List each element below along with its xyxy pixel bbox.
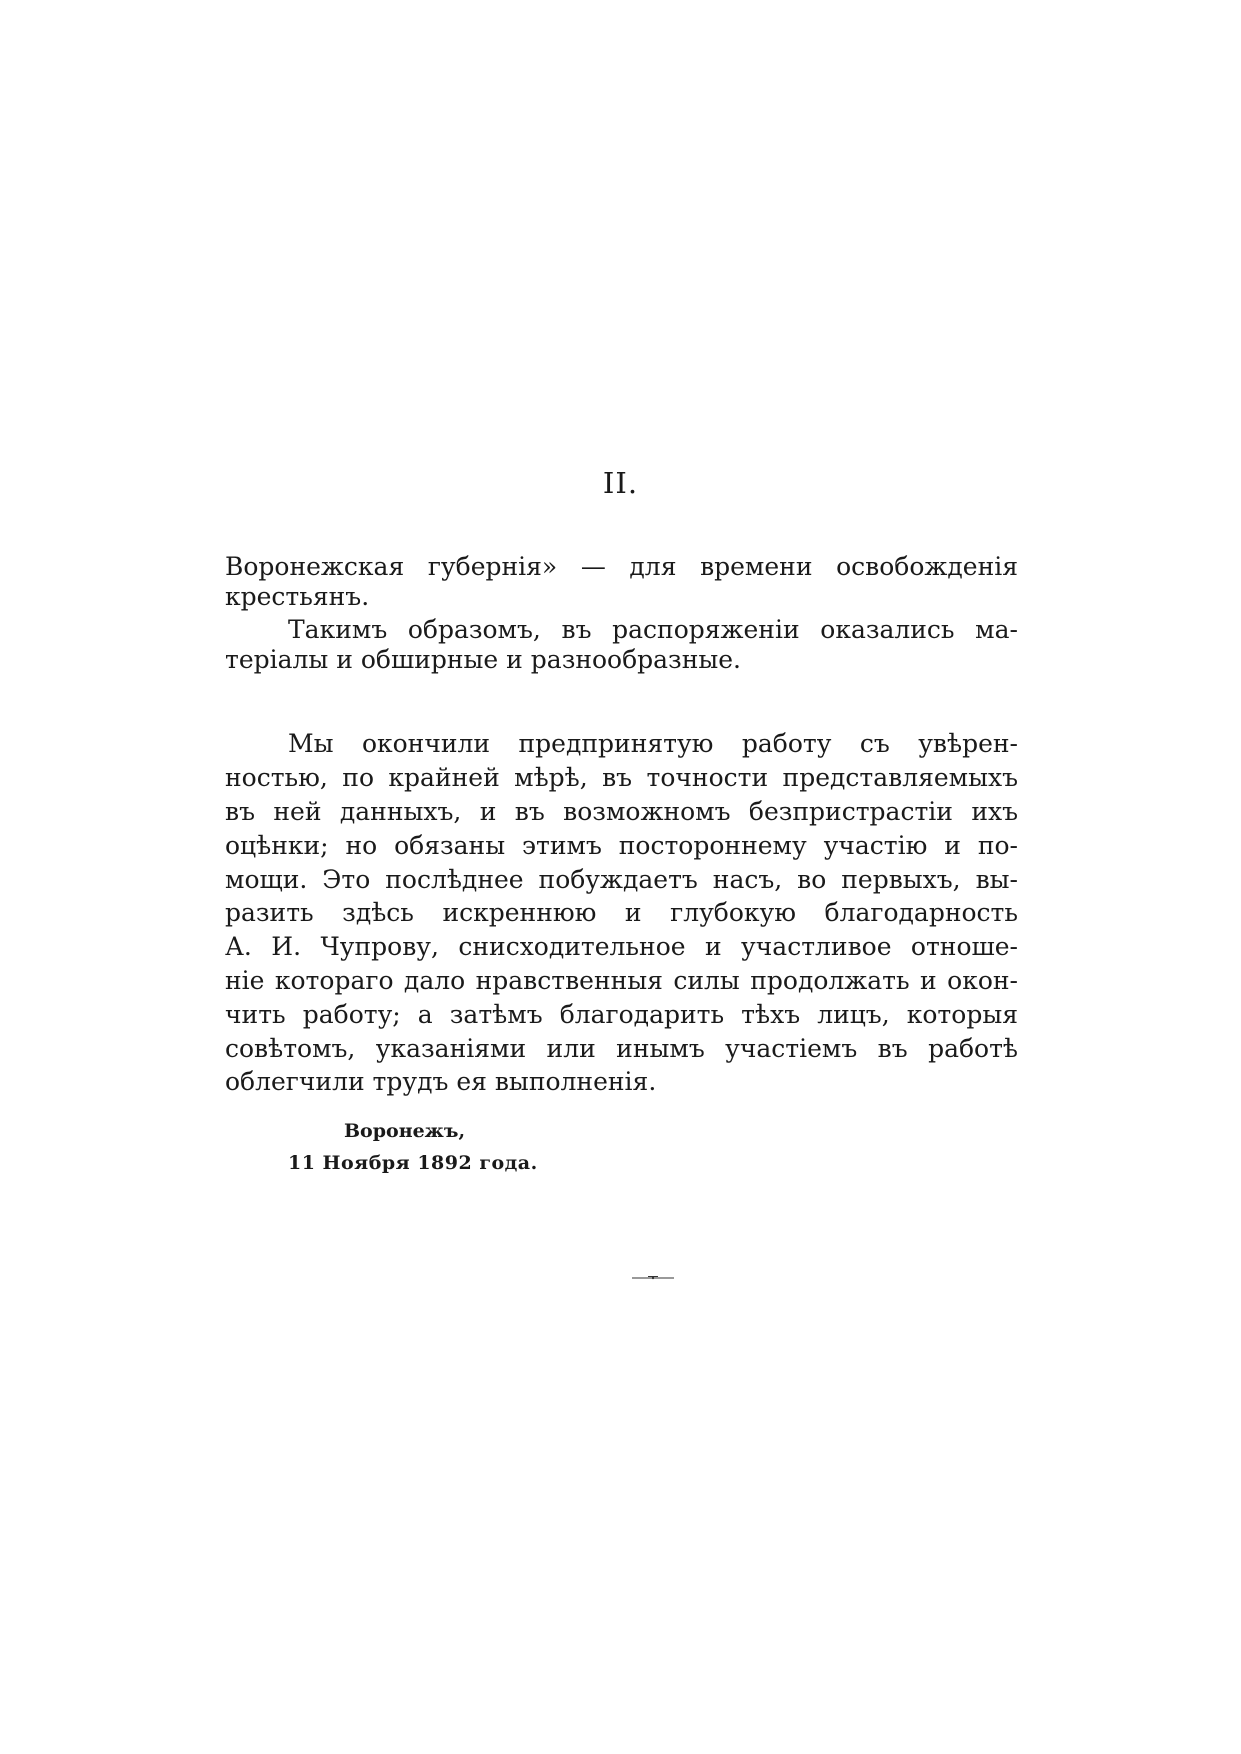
fragment-line: Такимъ образомъ, въ распоряженіи оказались ма- xyxy=(288,615,1018,644)
preface-line: оцѣнки; но обязаны этимъ постороннему участію и по- xyxy=(225,831,1018,860)
preface-line: А. И. Чупрову, снисходительное и участливое отноше- xyxy=(225,932,1018,961)
preface-line: ностью, по крайней мѣрѣ, въ точности представляемыхъ xyxy=(225,763,1018,792)
preface-line: совѣтомъ, указаніями или инымъ участіемъ въ работѣ xyxy=(225,1034,1018,1063)
preface-line: чить работу; а затѣмъ благодарить тѣхъ лицъ, которыя xyxy=(225,1000,1018,1029)
preface-line: въ ней данныхъ, и въ возможномъ безпристрастіи ихъ xyxy=(225,797,1018,826)
preface-line: Мы окончили предпринятую работу съ увѣрен- xyxy=(288,729,1018,758)
preface-line: разить здѣсь искреннюю и глубокую благодарность xyxy=(225,898,1018,927)
preface-line: мощи. Это послѣднее побуждаетъ насъ, во первыхъ, вы- xyxy=(225,865,1018,894)
section-number: II. xyxy=(602,466,639,500)
fragment-line: теріалы и обширные и разнообразные. xyxy=(225,645,741,674)
signature-date: 11 Ноября 1892 года. xyxy=(288,1152,538,1174)
signature-place: Воронежъ, xyxy=(344,1120,466,1142)
ornament-divider-icon xyxy=(632,1275,674,1281)
fragment-line: крестьянъ. xyxy=(225,582,370,611)
preface-line: облегчили трудъ ея выполненія. xyxy=(225,1067,657,1096)
preface-line: ніе котораго дало нравственныя силы продолжать и окон- xyxy=(225,966,1018,995)
fragment-line: Воронежская губернія» — для времени освобожденія xyxy=(225,552,1018,581)
